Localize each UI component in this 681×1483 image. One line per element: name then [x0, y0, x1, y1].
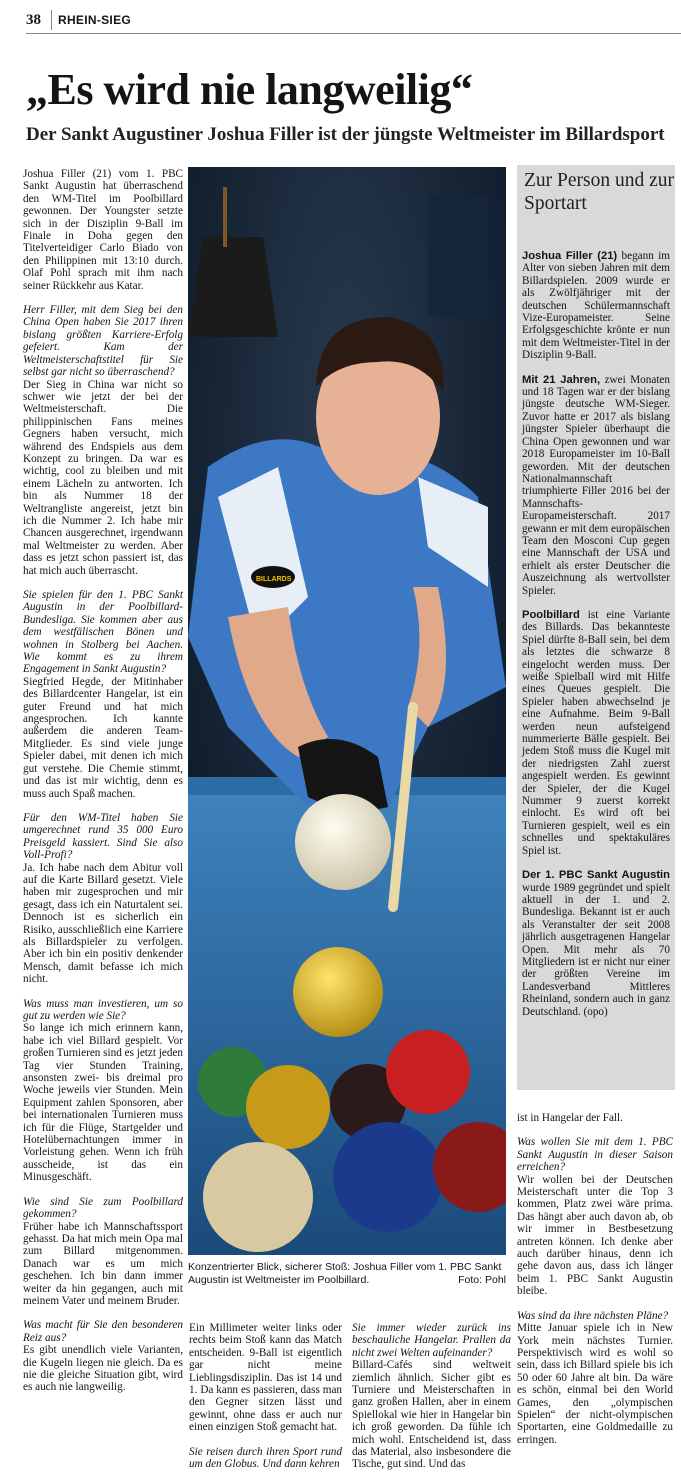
info-text: ist eine Variante des Billards. Das bekannteste Spiel dürfte 8-Ball sein, bei dem als letztes die schwarze 8 eingelocht werden muss. Der weiße Spielball wird mit Hilfe eines Queues gespielt. Die Spieler haben abwechselnd je eine Aufnahme. Beim 9-Ball werden neun aufsteigend nummerierte Bälle gespielt. Bei jedem Stoß muss die Kugel mit der niedrigsten Zahl zuerst angespielt werden. Es gewinnt der Spieler, der die Kugel Nummer 9 zuerst korrekt einlocht. Es wird oft bei Turnieren gespielt, weil es ein schnelles und spektakuläres Spiel ist. — [522, 608, 670, 857]
info-box-body — [522, 250, 670, 1030]
header-rule — [26, 33, 681, 34]
paragraph: Ein Millimeter weiter links oder rechts beim Stoß kann das Match entscheiden. 9-Ball ist eigentlich gar nicht meine Lieblingsdisziplin. Das ist 14 und 1. Da kann es passieren, dass man den Gegner sitzen lässt und gewinnt, ohne dass er auch nur einen einzigen Stoß gemacht hat. — [189, 1322, 342, 1434]
info-section — [522, 250, 670, 362]
header-divider — [51, 10, 52, 30]
info-section — [522, 374, 670, 597]
info-text: zwei Monaten und 18 Tagen war er der bislang jüngste deutsche WM-Sieger. Zuvor hatte er 2017 als bislang jüngster Spieler überhaupt die China Open gewonnen und war 2018 Europameister im 10-Ball geworden. Mit der deutschen Nationalmannschaft triumphierte Filler 2016 bei der Mannschafts-Europameisterschaft. 2017 gewann er mit dem europäischen Team den Mosconi Cup gegen eine Mannschaft der USA und erhielt als erster Deutscher die Auszeichnung als wertvollster Spieler. — [522, 373, 670, 597]
headline: „Es wird nie langweilig“ — [26, 65, 473, 114]
interview-answer: Früher habe ich Mannschaftssport gehasst. Da hat mich mein Opa mal zum Billard mitgenommen. Danach war es um mich geschehen. Ich bin dann immer weiter da hin gegangen, auch mit meinem Vater und meinem Bruder. — [23, 1220, 183, 1307]
interview-question: Was muss man investieren, um so gut zu werden wie Sie? — [23, 997, 183, 1022]
subheadline: Der Sankt Augustiner Joshua Filler ist der jüngste Weltmeister im Billardsport — [26, 124, 665, 145]
page-number: 38 — [26, 12, 41, 28]
info-lead: Poolbillard — [522, 608, 580, 621]
intro-paragraph: Joshua Filler (21) vom 1. PBC Sankt Augustin hat überraschend den WM-Titel im Poolbillard gewonnen. Der Youngster setzte sich in der Disziplin 9-Ball im Finale in Doha gegen den Titelverteidiger Carlo Biado von den Philippinen mit 13:10 durch. Olaf Pohl sprach mit ihm nach seiner Rückkehr aus Katar. — [23, 168, 183, 292]
interview-answer: Ja. Ich habe nach dem Abitur voll auf die Karte Billard gesetzt. Viele haben mir zugesprochen und mir gesagt, dass ich ein Naturtalent sei. Dennoch ist es sicherlich ein Risiko, ausschließlich eine Karriere als Billardspieler zu verfolgen. Aber ich bin ein positiv denkender Mensch, damit befasse ich mich nicht. — [23, 861, 183, 986]
interview-answer: Mitte Januar spiele ich in New York mein nächstes Turnier. Perspektivisch wird es wohl so sein, dass ich Billard spiele bis ich 50 oder 60 Jahre alt bin. Da wäre es schön, einmal bei den World Games, den „olympischen Spielen“ der nicht-olympischen Sportarten, eine Goldmedaille zu erringen. — [517, 1322, 673, 1446]
info-text: wurde 1989 gegründet und spielt aktuell in der 1. und 2. Bundesliga. Bekannt ist er auch als Veranstalter der seit 2008 jährlich ausgetragenen Hangelar Open. Mit mehr als 70 Mitgliedern ist er nicht nur einer der größten Vereine im Landesverband Mittleres Rheinland, sondern auch in ganz Deutschland. (opo) — [522, 881, 670, 1018]
interview-answer: So lange ich mich erinnern kann, habe ich viel Billard gespielt. Vor großen Turnieren sind es jetzt jeden Tag vier Stunden Training, ansonsten zwei- bis dreimal pro Woche jeweils vier Stunden. Mein Equipment zahlen Sponsoren, aber bei internationalen Turnieren muss ich für die Flüge, Startgelder und Hotelübernachtungen immer in Vorleistung gehen. Wenn ich früh ausscheide, ist das ein Minusgeschäft. — [23, 1022, 184, 1184]
article-column-3 — [352, 1322, 511, 1483]
section-label: RHEIN-SIEG — [58, 13, 132, 27]
interview-question: Sie immer wieder zurück ins beschauliche Hangelar. Prallen da nicht zwei Welten aufeinander? — [352, 1322, 511, 1359]
interview-answer: Billard-Cafés sind weltweit ziemlich ähnlich. Sicher gibt es Turniere und Meisterschaften in ganz großen Hallen, aber in einem Spiellokal wie hier in Hangelar bin ich groß geworden. Da fühle ich mich wohl. Entscheidend ist, dass das Material, also insbesondere die Tische, gut sind. Und das — [352, 1359, 511, 1471]
shirt-logo-text: BILLARDS — [256, 576, 292, 583]
info-lead: Joshua Filler (21) — [522, 250, 618, 262]
info-text: begann im Alter von sieben Jahren mit dem Billardspielen. 2009 wurde er als Zwölfjähriger mit der deutschen Schülermannschaft Vize-Europameister. Seine Erfolgsgeschichte krönte er nun mit dem Weltmeister-Titel in der Disziplin 9-Ball. — [522, 250, 670, 362]
interview-question: Wie sind Sie zum Poolbillard gekommen? — [23, 1195, 183, 1221]
interview-question: Sie reisen durch ihren Sport rund um den Globus. Und dann kehren — [189, 1445, 342, 1471]
info-box-title: Zur Person und zur Sportart — [524, 170, 675, 214]
interview-answer: Wir wollen bei der Deutschen Meisterschaft unter die Top 3 kommen, Platz zwei wäre prima. Das hängt aber auch davon ab, ob wir immer in Bestbesetzung antreten können. Ich denke aber auch darüber hinaus, denn ich gehe davon aus, dass ich länger beim 1. PBC Sankt Augustin bleibe. — [517, 1173, 673, 1298]
info-lead: Der 1. PBC Sankt Augustin — [522, 869, 670, 882]
interview-question: Sie spielen für den 1. PBC Sankt Augustin in der Poolbillard-Bundesliga. Sie kommen aber aus dem westfälischen Bönen und wohnen in Stolberg bei Aachen. Wie kommt es zu ihrem Engagement in Sankt Augustin? — [23, 589, 183, 676]
interview-question: Herr Filler, mit dem Sieg bei den China Open haben Sie 2017 ihren bislang größten Karriere-Erfolg gefeiert. Kam der Weltmeisterschaftstitel für Sie selbst gar nicht so überraschend? — [23, 304, 183, 379]
info-section — [522, 869, 670, 1018]
article-column-4 — [517, 1112, 673, 1458]
billiard-player-photo — [188, 167, 506, 1255]
article-photo — [188, 167, 506, 1255]
interview-answer: Es gibt unendlich viele Varianten, die Kugeln liegen nie gleich. Da es nie die gleiche Situation gibt, wird es auch nie langweilig. — [23, 1344, 183, 1394]
photo-credit: Foto: Pohl — [458, 1273, 506, 1286]
interview-question: Was macht für Sie den besonderen Reiz aus? — [23, 1319, 183, 1344]
paragraph: ist in Hangelar der Fall. — [517, 1112, 623, 1124]
info-lead: Mit 21 Jahren, — [522, 373, 601, 386]
article-column-2 — [189, 1322, 342, 1470]
interview-answer: Der Sieg in China war nicht so schwer wie jetzt der bei der Weltmeisterschaft. Die philippinischen Fans meines Gegners haben versucht, mich während des Endspiels aus dem Konzept zu bringen. Da war es wichtig, cool zu bleiben und mit einem Lächeln zu antworten. Ich bin als Nummer 18 der Weltrangliste angereist, jetzt bin ich die Nummer 2. Ich habe mir Chancen ausgerechnet, irgendwann mal Weltmeister zu werden. Aber dass es jetzt schon passiert ist, das hat mich auch überrascht. — [23, 378, 183, 577]
caption-text: Konzentrierter Blick, sicherer Stoß: Joshua Filler vom 1. PBC Sankt Augustin ist Weltmeister im Poolbillard. — [188, 1261, 502, 1286]
interview-answer: Siegfried Hegde, der Mitinhaber des Billardcenter Hangelar, ist ein guter Freund und hat mich angesprochen. Ich kannte außerdem die anderen Team-Mitglieder. Es sind viele junge Spieler dabei, mit denen ich mich gut verstehe. Die Chemie stimmt, und das ist mir wichtig, denn es muss auch Spaß machen. — [23, 675, 183, 800]
interview-question: Was sind da ihre nächsten Pläne? — [517, 1309, 669, 1322]
interview-question: Was wollen Sie mit dem 1. PBC Sankt Augustin in dieser Saison erreichen? — [517, 1136, 673, 1174]
interview-question: Für den WM-Titel haben Sie umgerechnet rund 35 000 Euro Preisgeld kassiert. Sind Sie also Voll-Profi? — [23, 811, 183, 862]
info-section — [522, 609, 670, 857]
article-column-1 — [23, 168, 183, 1406]
photo-caption — [188, 1261, 506, 1286]
